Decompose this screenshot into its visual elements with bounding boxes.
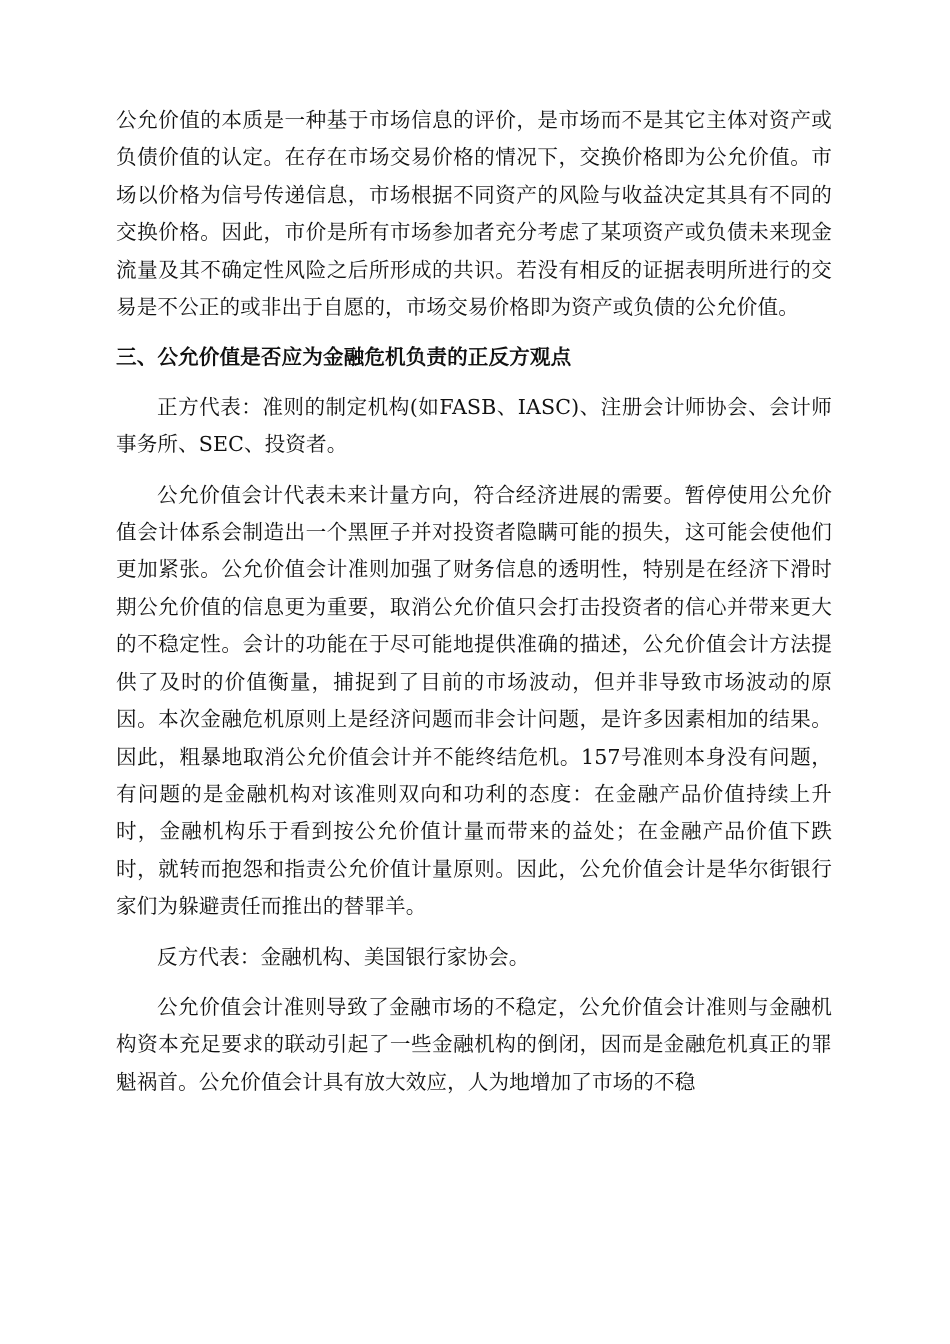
paragraph-fair-value-nature: 公允价值的本质是一种基于市场信息的评价，是市场而不是其它主体对资产或负债价值的认定。在存在市场交易价格的情况下，交换价格即为公允价值。市场以价格为信号传递信息，市场根据不同资产的风险与收益决定其具有不同的交换价格。因此，市价是所有市场参加者充分考虑了某项资产或负债未来现金流量及其不确定性风险之后所形成的共识。若没有相反的证据表明所进行的交易是不公正的或非出于自愿的，市场交易价格即为资产或负债的公允价值。 [116,108,832,320]
paragraph-pro-argument: 公允价值会计代表未来计量方向，符合经济进展的需要。暂停使用公允价值会计体系会制造出一个黑匣子并对投资者隐瞒可能的损失，这可能会使他们更加紧张。公允价值会计准则加强了财务信息的透明性，特别是在经济下滑时期公允价值的信息更为重要，取消公允价值只会打击投资者的信心并带来更大的不稳定性。会计的功能在于尽可能地提供准确的描述，公允价值会计方法提供了及时的价值衡量，捕捉到了目前的市场波动，但并非导致市场波动的原因。本次金融危机原则上是经济问题而非会计问题，是许多因素相加的结果。因此，粗暴地取消公允价值会计并不能终结危机。157号准则本身没有问题，有问题的是金融机构对该准则双向和功利的态度：在金融产品价值持续上升时，金融机构乐于看到按公允价值计量而带来的益处；在金融产品价值下跌时，就转而抱怨和指责公允价值计量原则。因此，公允价值会计是华尔街银行家们为躲避责任而推出的替罪羊。 [116,482,832,919]
paragraph-con-argument: 公允价值会计准则导致了金融市场的不稳定，公允价值会计准则与金融机构资本充足要求的联动引起了一些金融机构的倒闭，因而是金融危机真正的罪魁祸首。公允价值会计具有放大效应，人为地增加了市场的不稳 [116,994,832,1094]
section-heading: 三、公允价值是否应为金融危机负责的正反方观点 [116,345,572,370]
document-body [116,102,832,1101]
paragraph-con-representatives: 反方代表：金融机构、美国银行家协会。 [157,944,530,969]
paragraph-pro-representatives: 正方代表：准则的制定机构(如FASB、IASC)、注册会计师协会、会计师事务所、SEC、投资者。 [116,394,832,457]
